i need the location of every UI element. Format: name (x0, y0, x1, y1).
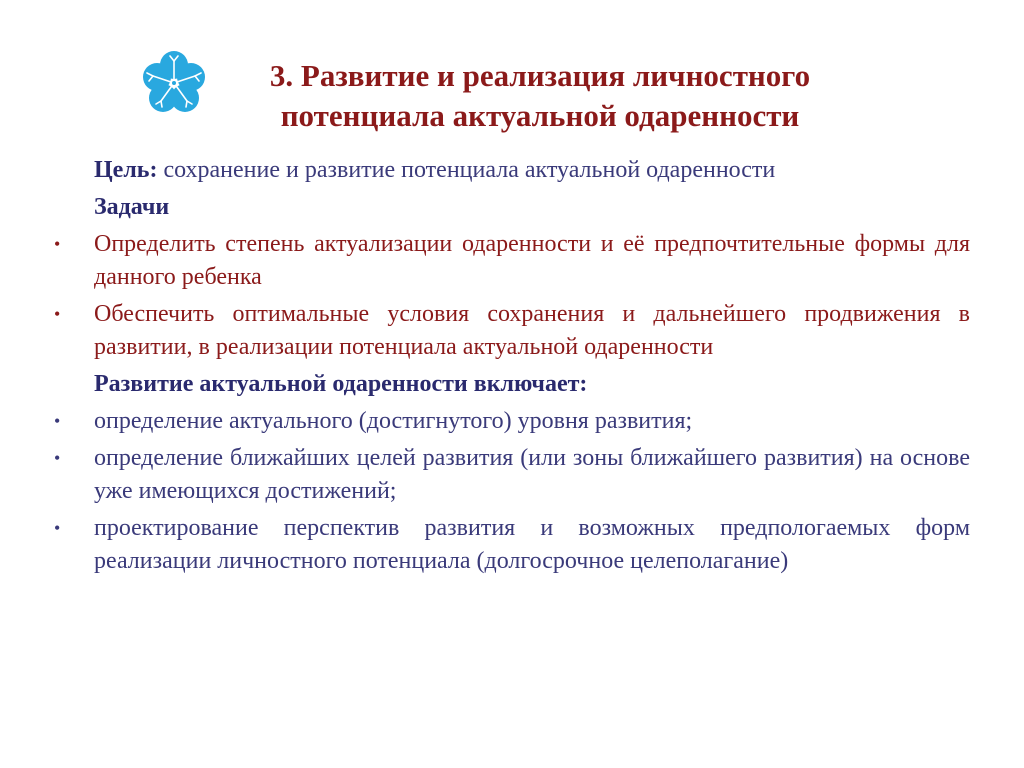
bullet-icon: • (54, 518, 61, 538)
task-item (50, 228, 970, 294)
slide-title (220, 56, 860, 136)
development-heading: Развитие актуальной одаренности включает: (94, 371, 588, 397)
bullet-icon: • (54, 234, 61, 254)
title-line-1: 3. Развитие и реализация личностного (269, 58, 811, 93)
development-text: проектирование перспектив развития и возможных предпологаемых форм реализации личностного потенциала (долгосрочное целеполагание) (94, 515, 970, 574)
goal-label: Цель: (94, 157, 158, 183)
development-item (50, 512, 970, 578)
bullet-icon: • (54, 411, 61, 431)
goal-text: сохранение и развитие потенциала актуальной одаренности (157, 157, 776, 183)
tasks-heading: Задачи (94, 194, 170, 220)
development-item (50, 442, 970, 508)
development-text: определение актуального (достигнутого) уровня развития; (94, 408, 693, 434)
slide-content (50, 154, 970, 582)
title-line-2: потенциала актуальной одаренности (280, 98, 800, 133)
task-item (50, 298, 970, 364)
task-text: Обеспечить оптимальные условия сохранения и дальнейшего продвижения в развитии, в реализации потенциала актуальной одаренности (94, 301, 970, 360)
bullet-icon: • (54, 304, 61, 324)
task-text: Определить степень актуализации одаренности и её предпочтительные формы для данного ребенка (94, 231, 970, 290)
bullet-icon: • (54, 448, 61, 468)
flower-icon (139, 48, 209, 118)
development-text: определение ближайших целей развития (или зоны ближайшего развития) на основе уже имеющихся достижений; (94, 445, 970, 504)
goal-line (50, 154, 970, 187)
development-item (50, 405, 970, 438)
